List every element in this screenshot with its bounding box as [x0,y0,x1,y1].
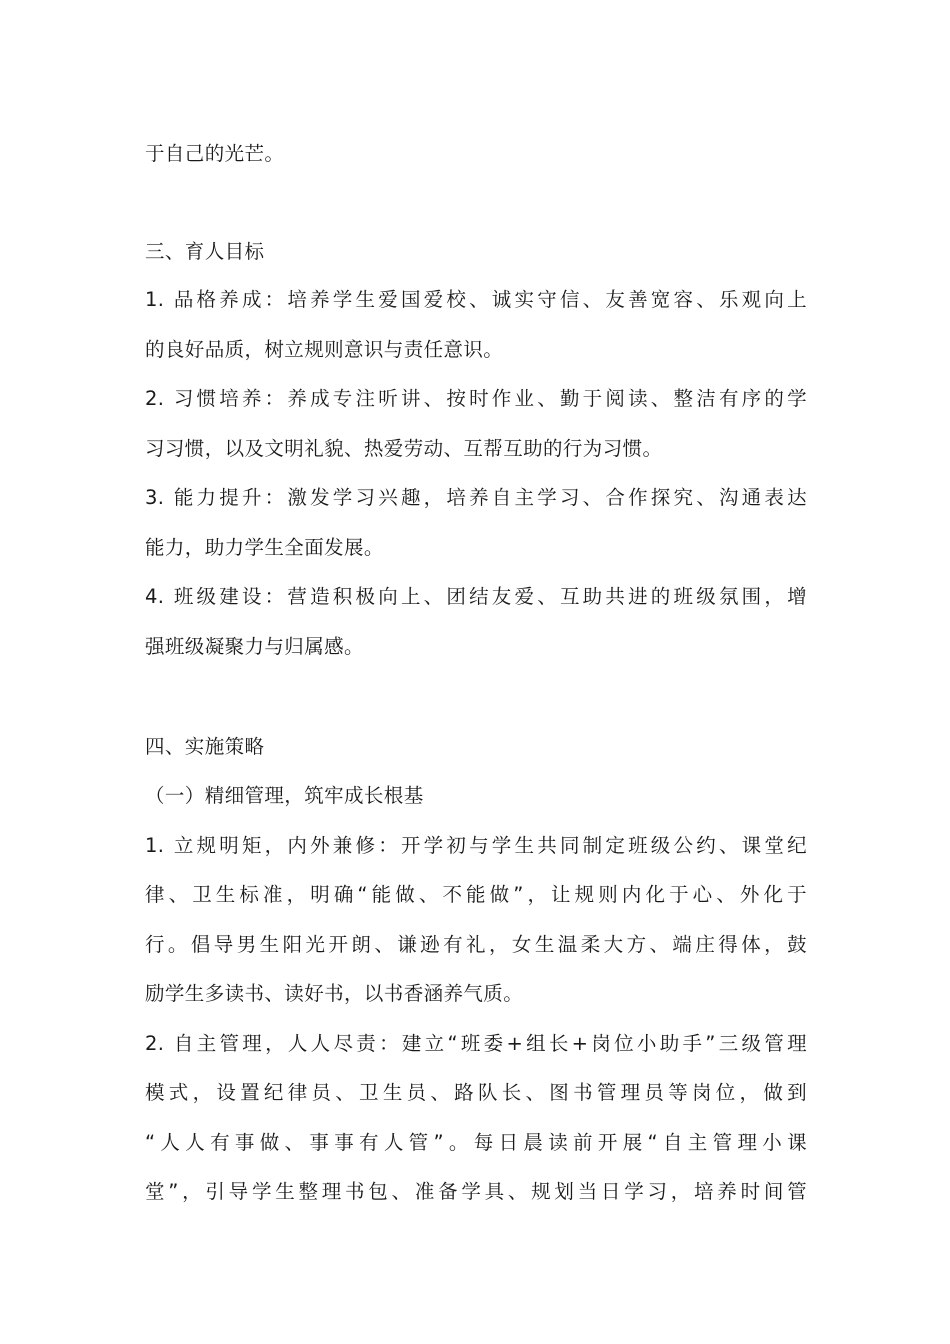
paragraph-line: 3. 能力提升：激发学习兴趣，培养自主学习、合作探究、沟通表达 [145,486,807,509]
paragraph-line: 模式，设置纪律员、卫生员、路队长、图书管理员等岗位，做到 [145,1081,807,1104]
paragraph-line: 4. 班级建设：营造积极向上、团结友爱、互助共进的班级氛围，增 [145,585,807,608]
section-heading: 三、育人目标 [145,240,265,263]
paragraph-line: 2. 习惯培养：养成专注听讲、按时作业、勤于阅读、整洁有序的学 [145,387,807,410]
paragraph-line: 能力，助力学生全面发展。 [145,536,384,559]
subsection-heading: （一）精细管理，筑牢成长根基 [145,784,424,807]
paragraph-line: 行。倡导男生阳光开朗、谦逊有礼，女生温柔大方、端庄得体，鼓 [145,933,807,956]
paragraph-line: 2. 自主管理，人人尽责：建立“班委+组长+岗位小助手”三级管理 [145,1032,807,1055]
paragraph-line: 强班级凝聚力与归属感。 [145,635,364,658]
paragraph-line: “人人有事做、事事有人管”。每日晨读前开展“自主管理小课 [145,1131,807,1154]
paragraph-line: 励学生多读书、读好书，以书香涵养气质。 [145,982,524,1005]
paragraph-line: 习习惯，以及文明礼貌、热爱劳动、互帮互助的行为习惯。 [145,437,663,460]
paragraph-line: 律、卫生标准，明确“能做、不能做”，让规则内化于心、外化于 [145,883,807,906]
paragraph-line: 1. 品格养成：培养学生爱国爱校、诚实守信、友善宽容、乐观向上 [145,288,807,311]
section-heading: 四、实施策略 [145,735,265,758]
paragraph-line: 1. 立规明矩，内外兼修：开学初与学生共同制定班级公约、课堂纪 [145,834,807,857]
paragraph-line: 于自己的光芒。 [145,142,285,165]
paragraph-line: 的良好品质，树立规则意识与责任意识。 [145,338,504,361]
paragraph-line: 堂”，引导学生整理书包、准备学具、规划当日学习，培养时间管 [145,1180,807,1203]
